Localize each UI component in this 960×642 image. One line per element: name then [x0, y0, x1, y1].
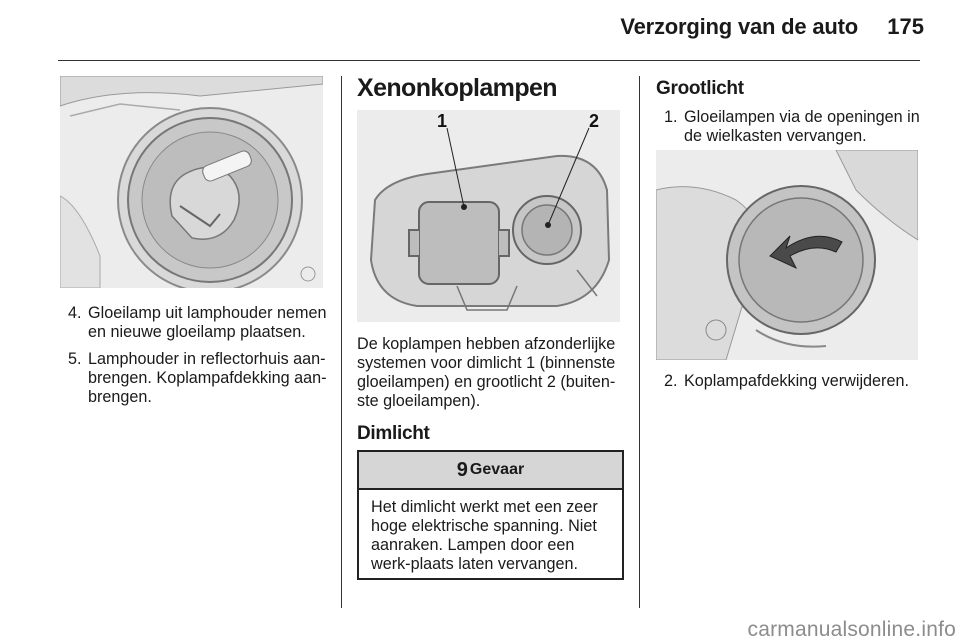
right-steps-bottom [656, 372, 920, 399]
warning-title: Gevaar [469, 461, 525, 478]
lamp-holder-illustration [60, 76, 323, 288]
watermark: carmanualsonline.info [747, 618, 956, 641]
xenon-headlamp-illustration [357, 110, 620, 322]
callout-1: 1 [437, 111, 448, 131]
list-item [656, 372, 920, 391]
left-steps [60, 304, 328, 415]
step-text: Gloeilampen via de openingen in de wielkasten vervangen. [684, 108, 920, 145]
page-number: 175 [887, 14, 924, 39]
column-divider-right [639, 76, 640, 608]
warning-text: Het dimlicht werkt met een zeer hoge elektrische spanning. Niet aanraken. Lampen door een werk-plaats laten vervangen. [371, 498, 598, 573]
danger-icon: 9 [456, 458, 468, 481]
list-item [656, 108, 920, 146]
page-header-title: Verzorging van de auto [620, 14, 858, 39]
step-text: Gloeilamp uit lamphouder nemen en nieuwe gloeilamp plaatsen. [88, 304, 327, 341]
xenon-description: De koplampen hebben afzonderlijke systemen voor dimlicht 1 (binnenste gloeilampen) en grootlicht 2 (buiten-ste gloeilampen). [357, 335, 616, 410]
subheading-dimlicht: Dimlicht [357, 423, 430, 444]
right-steps-top [656, 108, 920, 154]
step-number: 5. [68, 350, 82, 368]
list-item [60, 350, 328, 407]
step-text: Koplampafdekking verwijderen. [684, 372, 909, 390]
section-heading-xenon: Xenonkoplampen [357, 74, 557, 102]
callout-2: 2 [589, 111, 600, 131]
section-heading-grootlicht: Grootlicht [656, 78, 744, 99]
step-text: Lamphouder in reflectorhuis aan-brengen. Koplampafdekking aan-brengen. [88, 350, 327, 406]
warning-header [359, 452, 622, 490]
step-number: 2. [664, 372, 678, 390]
step-number: 4. [68, 304, 82, 322]
wheelhouse-cover-illustration [656, 150, 918, 360]
column-divider-left [341, 76, 342, 608]
danger-warning-box [357, 450, 624, 580]
header-divider [58, 60, 920, 61]
list-item [60, 304, 328, 342]
step-number: 1. [664, 108, 678, 126]
